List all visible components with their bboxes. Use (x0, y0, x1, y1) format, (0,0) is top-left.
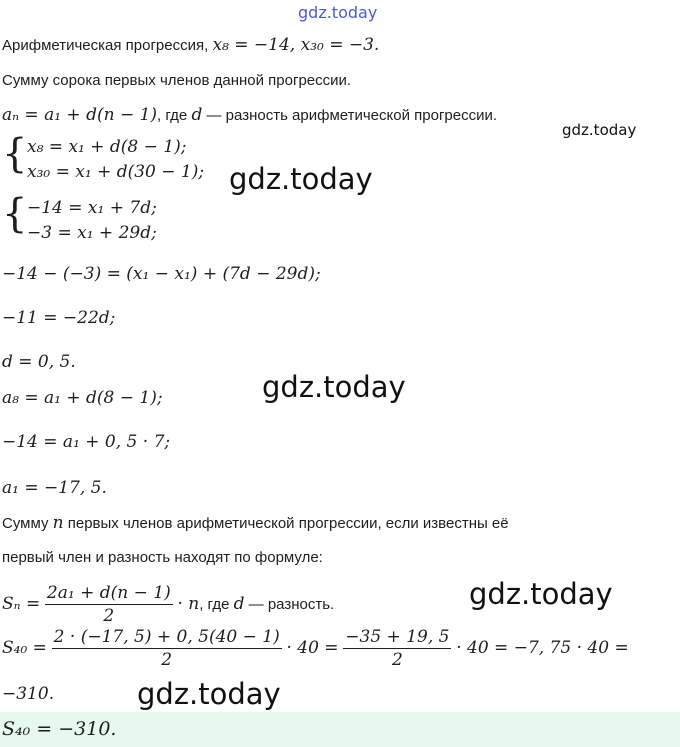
s40-mid: · 40 = (286, 637, 339, 658)
sum-n-symbol: n (52, 513, 64, 533)
system1-eq2: x₃₀ = x₁ + d(30 − 1); (27, 162, 205, 182)
given-line (2, 36, 379, 55)
sum-formula-denominator: 2 (103, 606, 115, 626)
sum-formula-where: , где (199, 595, 234, 613)
s40-numerator-1: 2 · (−17, 5) + 0, 5(40 − 1) (53, 627, 280, 647)
sum-text-a: Сумму (2, 515, 53, 532)
general-formula: aₙ = a₁ + d(n − 1) (2, 105, 158, 125)
watermark-1: gdz.today (229, 162, 373, 196)
find-line: Сумму сорока первых членов данной прогрессии. (2, 72, 352, 89)
sum-formula-numerator: 2a₁ + d(n − 1) (46, 583, 171, 603)
answer-text: S₄₀ = −310. (2, 718, 117, 740)
sum-text-b: первых членов арифметической прогрессии, если известны её (63, 515, 509, 532)
sum-formula-d: d (233, 593, 245, 614)
sum-formula (2, 583, 334, 626)
system2-eq1: −14 = x₁ + 7d; (27, 198, 157, 218)
s40-computation (2, 627, 629, 670)
sum-formula-times-n: · n (177, 593, 200, 614)
s40-end: · 40 = −7, 75 · 40 = (456, 637, 629, 658)
system1-eq1: x₈ = x₁ + d(8 − 1); (27, 137, 187, 157)
eq-minus-11: −11 = −22d; (2, 308, 116, 328)
system-brace-2: { (2, 191, 28, 237)
sum-text-line2: первый член и разность находят по формуле: (2, 549, 323, 566)
sum-formula-lhs: Sₙ = (2, 593, 41, 614)
where-text: , где (157, 107, 192, 124)
s40-fraction-2 (343, 627, 451, 670)
eq-minus-14: −14 = a₁ + 0, 5 · 7; (2, 432, 171, 452)
given-text: Арифметическая прогрессия, (2, 37, 213, 54)
watermark-3: gdz.today (469, 577, 613, 611)
sum-text-line1 (2, 514, 509, 533)
s40-denominator-1: 2 (161, 650, 173, 670)
answer-box (0, 712, 680, 747)
given-math: x₈ = −14, x₃₀ = −3. (212, 35, 380, 55)
difference-text: — разность арифметической прогрессии. (202, 107, 498, 124)
sum-formula-difference: — разность. (244, 595, 335, 613)
watermark-4: gdz.today (137, 677, 281, 711)
d-symbol: d (191, 105, 203, 125)
sum-formula-fraction (45, 583, 173, 626)
subtraction-eq: −14 − (−3) = (x₁ − x₁) + (7d − 29d); (2, 264, 321, 284)
s40-fraction-1 (52, 627, 282, 670)
eq-a8: a₈ = a₁ + d(8 − 1); (2, 388, 163, 408)
system2-eq2: −3 = x₁ + 29d; (27, 223, 157, 243)
eq-d-value: d = 0, 5. (2, 352, 76, 372)
s40-lhs: S₄₀ = (2, 637, 47, 658)
formula-general-line (2, 106, 497, 125)
s40-numerator-2: −35 + 19, 5 (345, 627, 450, 647)
watermark-top: gdz.today (298, 3, 378, 22)
s40-denominator-2: 2 (391, 650, 403, 670)
s40-continuation: −310. (2, 684, 55, 704)
watermark-small-right: gdz.today (562, 121, 637, 139)
system-brace-1: { (2, 131, 28, 177)
eq-a1-value: a₁ = −17, 5. (2, 478, 107, 498)
watermark-2: gdz.today (262, 370, 406, 404)
